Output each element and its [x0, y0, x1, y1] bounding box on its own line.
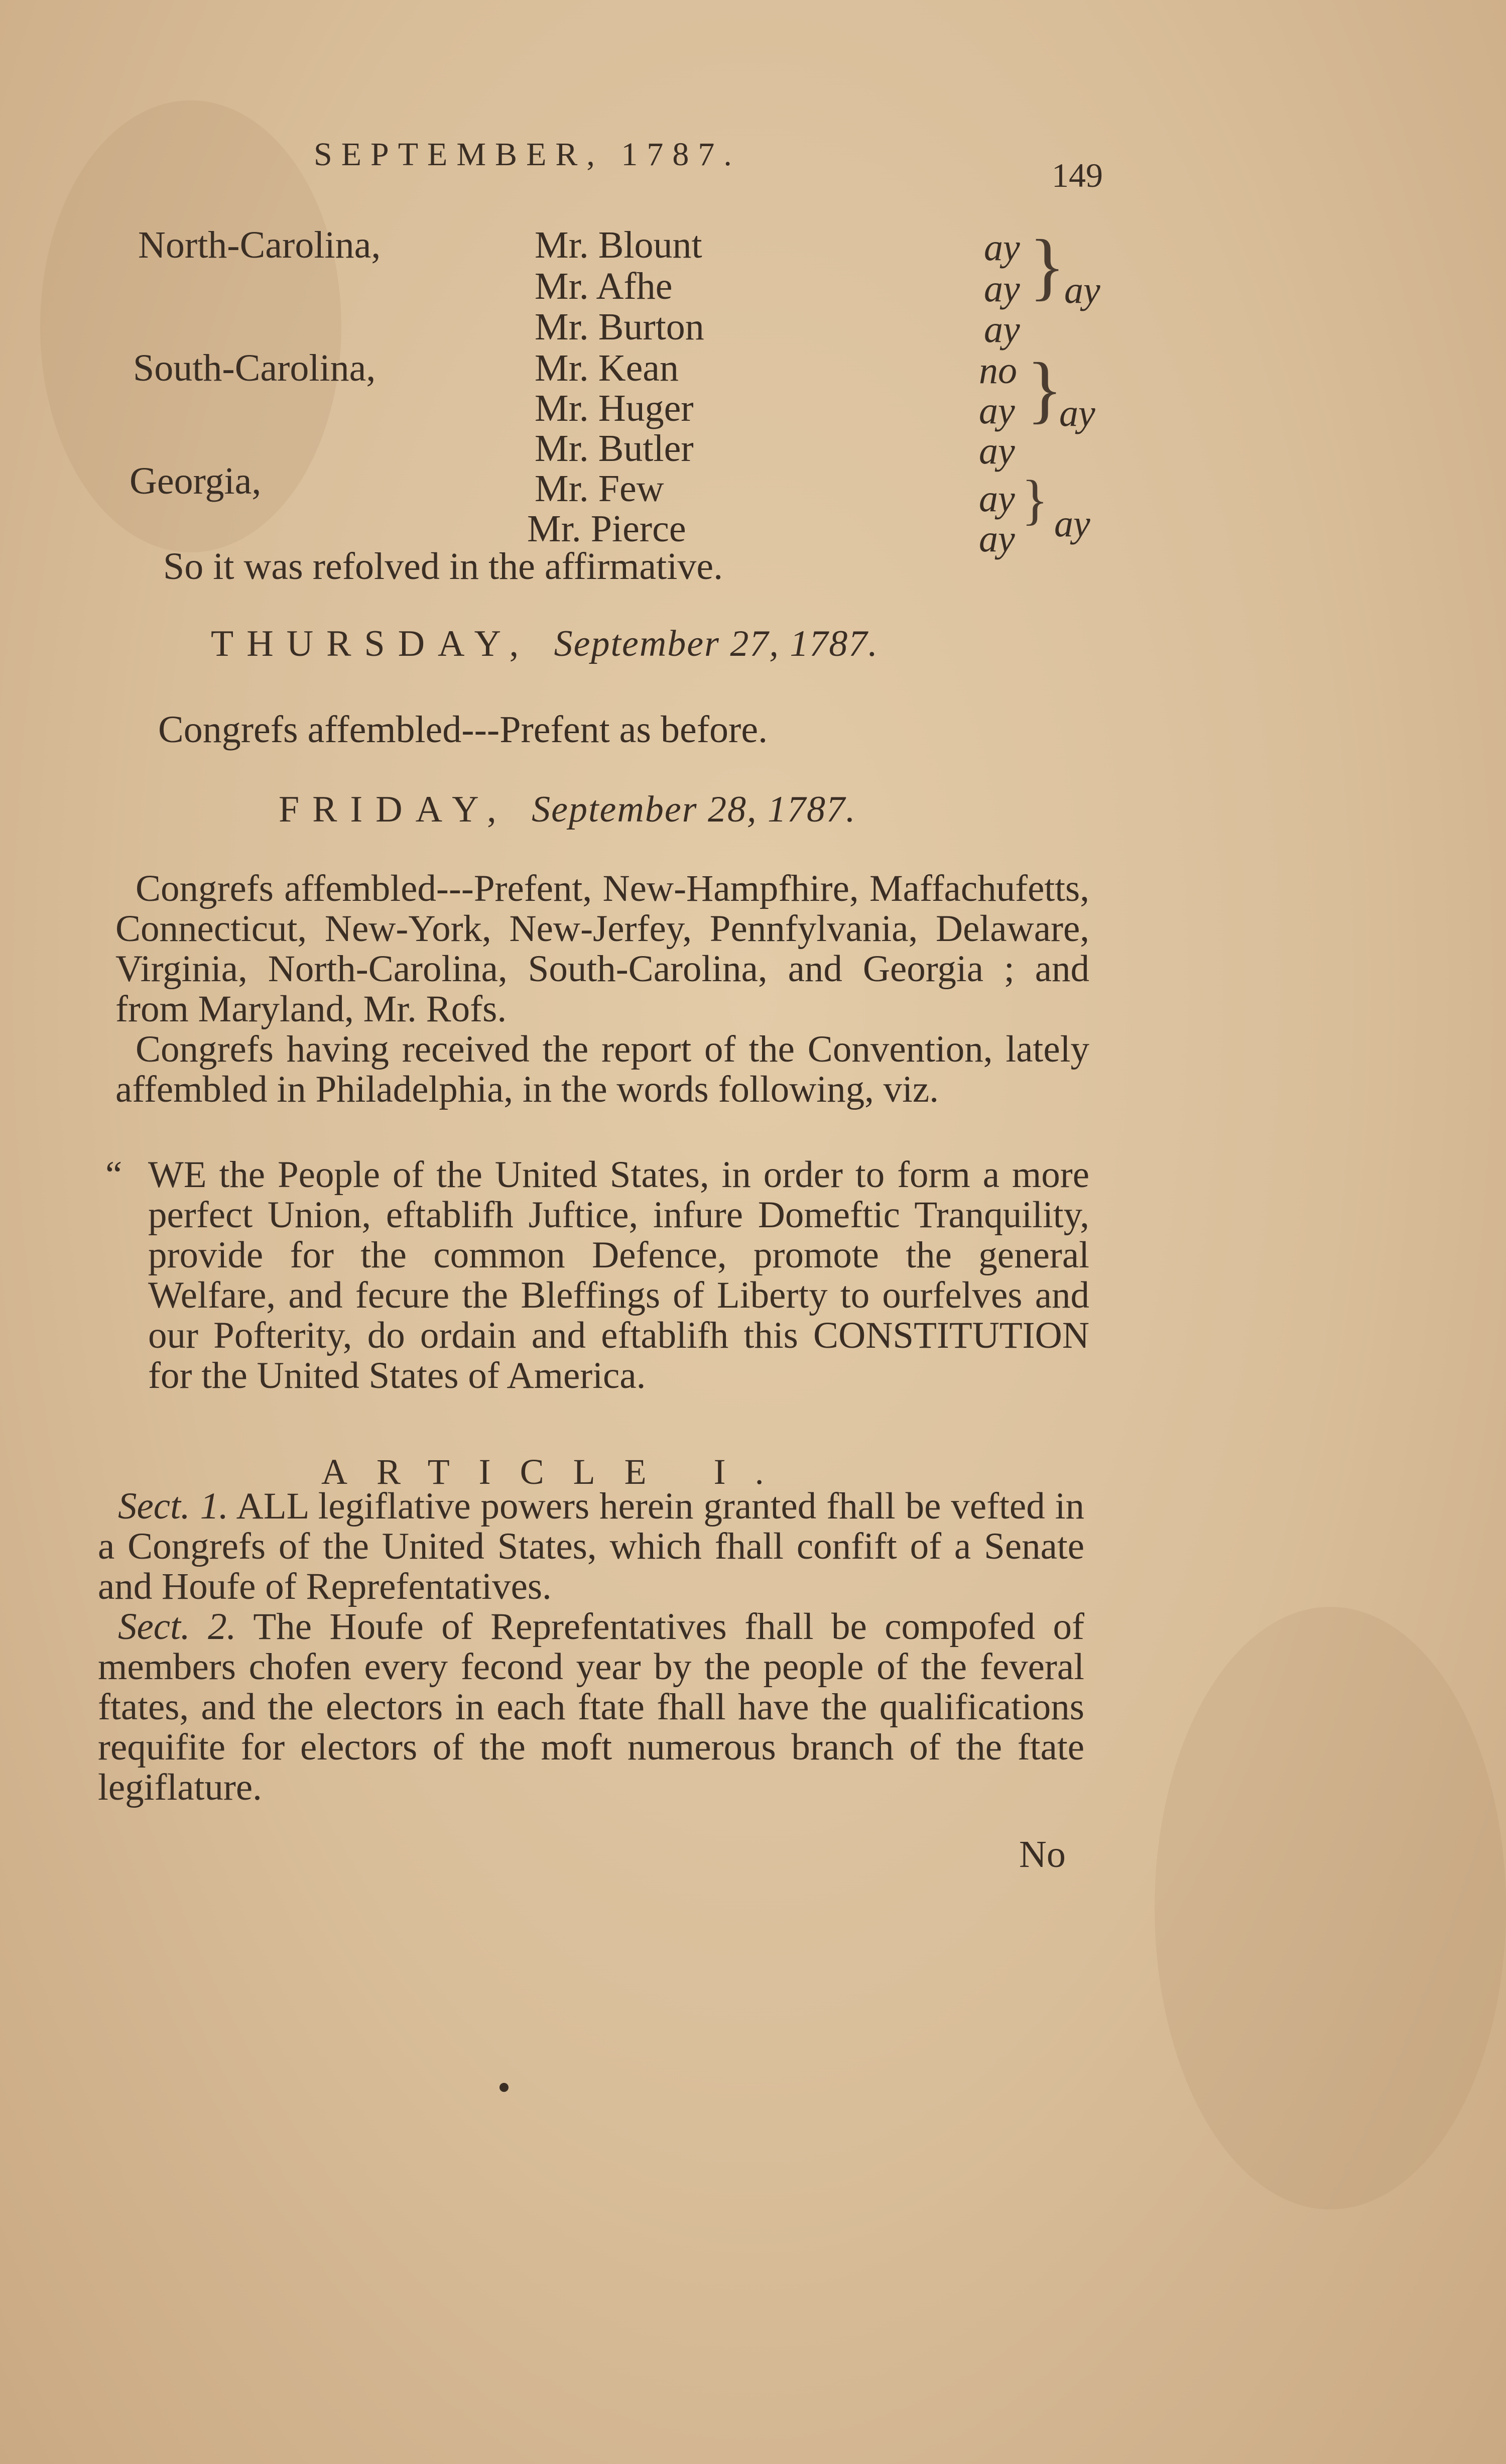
brace-icon: }	[1022, 469, 1048, 530]
state-result: ay	[1059, 392, 1095, 434]
member-vote: ay	[984, 268, 1020, 310]
day-name: THURSDAY,	[211, 623, 532, 664]
paragraph: Congrefs having received the report of the Convention, lately affembled in Philadelphia, in the words following, viz.	[115, 1028, 1089, 1110]
section-text: The Houfe of Reprefentatives fhall be compofed of members chofen every fecond year by the people of the feveral ftates, and the electors in each ftate fhall have the qualifications requifite for electors of the moft numerous branch of the ftate legiflature.	[98, 1606, 1084, 1808]
member-name: Mr. Huger	[535, 387, 694, 429]
brace-icon: }	[1029, 224, 1065, 308]
state-name: North-Carolina,	[138, 224, 381, 266]
section-2	[98, 1607, 1084, 1808]
member-vote: no	[979, 349, 1017, 392]
state-name: Georgia,	[130, 460, 262, 502]
section-1	[98, 1486, 1084, 1607]
member-name: Mr. Burton	[535, 306, 704, 348]
ink-speck	[499, 2083, 509, 2092]
quote-mark: “	[105, 1154, 122, 1196]
article-body	[98, 1486, 1084, 1808]
section-text: ALL legiflative powers herein granted fhall be vefted in a Congrefs of the United States, which fhall confift of a Senate and Houfe of Reprefentatives.	[98, 1485, 1084, 1607]
brace-icon: }	[1027, 347, 1063, 431]
member-name: Mr. Butler	[535, 427, 694, 470]
member-vote: ay	[984, 308, 1020, 350]
member-vote: ay	[979, 390, 1015, 432]
member-name: Mr. Kean	[535, 347, 679, 389]
preamble-block	[105, 1154, 1089, 1396]
day-name: FRIDAY,	[279, 789, 510, 830]
member-name: Mr. Pierce	[527, 508, 686, 550]
day-heading	[279, 788, 856, 831]
section-label: Sect. 1.	[118, 1485, 228, 1527]
article-heading: ARTICLE I.	[321, 1452, 793, 1492]
state-result: ay	[1054, 503, 1090, 545]
resolution-line: So it was refolved in the affirmative.	[163, 545, 723, 588]
member-name: Mr. Blount	[535, 224, 702, 266]
preamble: WE the People of the United States, in order to form a more perfect Union, eftablifh Juftice, infure Domeftic Tranquility, provide for the common Defence, promote the general Welfare, and fecure the Bleffings of Liberty to ourfelves and our Pofterity, do ordain and eftablifh this CONSTITUTION for the United States of America.	[148, 1154, 1089, 1396]
running-title: SEPTEMBER, 1787.	[314, 136, 741, 173]
paragraph: Congrefs affembled---Prefent, New-Hampfhire, Maffachufetts, Connecticut, New-York, New-Jerfey, Pennfylvania, Delaware, Virginia, North-Carolina, South-Carolina, and Georgia ; and from Maryland, Mr. Rofs.	[115, 868, 1089, 1030]
member-name: Mr. Afhe	[535, 265, 673, 307]
thursday-entry: Congrefs affembled---Prefent as before.	[158, 709, 768, 751]
paper-stain	[1155, 1607, 1506, 2209]
catchword: No	[1019, 1833, 1066, 1875]
section-label: Sect. 2.	[118, 1606, 236, 1648]
state-name: South-Carolina,	[133, 347, 376, 389]
day-date: September 28, 1787.	[532, 789, 856, 830]
day-heading	[211, 623, 878, 665]
page-number: 149	[1052, 156, 1103, 194]
state-result: ay	[1064, 269, 1100, 311]
member-vote: ay	[979, 430, 1015, 472]
member-vote: ay	[979, 518, 1015, 560]
member-vote: ay	[984, 226, 1020, 269]
day-date: September 27, 1787.	[554, 623, 878, 664]
friday-body	[115, 869, 1089, 1110]
member-name: Mr. Few	[535, 467, 664, 510]
member-vote: ay	[979, 478, 1015, 520]
